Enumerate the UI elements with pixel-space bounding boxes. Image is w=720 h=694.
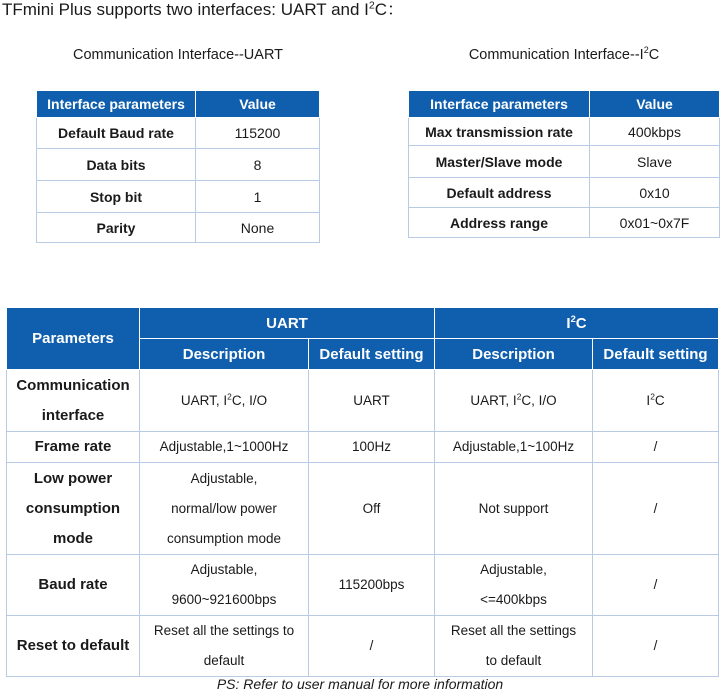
parameter-name [7,555,140,616]
text-line: normal/low power [171,500,277,516]
text-line: default [203,653,245,668]
text-line: Baud rate [38,576,108,593]
i2c-parameters-table [408,90,720,238]
uart-table-caption: Communication Interface--UART [72,47,284,63]
text-line: mode [52,529,93,547]
i2c-table-row [409,178,720,208]
text-line: Adjustable, [480,562,547,577]
uart-description [140,463,309,555]
comparison-row [7,463,719,555]
i2c-param-value: 0x10 [590,178,720,208]
uart-param-value: 8 [196,149,320,181]
i2c-default-setting: / [593,555,719,616]
uart-param-name: Default Baud rate [37,118,196,149]
comparison-row [7,616,719,677]
text-line: Low power [33,469,113,487]
text-part: UART, I [470,392,517,408]
i2c-param-value: 400kbps [590,118,720,146]
text-line: Frame rate [34,438,112,455]
text-line: interface [41,406,105,424]
uart-description [140,370,309,432]
superscript: 2 [516,391,522,401]
comparison-row [7,370,719,432]
text-part: C, I/O [521,392,557,408]
uart-param-name: Parity [37,213,196,243]
parameter-name [7,463,140,555]
uart-default-setting: UART [309,370,435,432]
uart-header-value: Value [196,91,320,118]
text-line: <=400kbps [480,592,547,607]
i2c-description [435,616,593,677]
uart-description [140,432,309,463]
i2c-param-name: Master/Slave mode [409,146,590,178]
text-line: Reset to default [16,637,130,654]
i2c-table-row [409,208,720,238]
text-line: Not support [478,500,549,516]
superscript: 2 [650,391,655,401]
text-line: Reset all the settings to [153,623,295,638]
text-part: C, I/O [231,392,268,408]
uart-param-value: 1 [196,181,320,213]
i2c-param-name: Address range [409,208,590,238]
i2c-table-row [409,118,720,146]
comparison-row [7,432,719,463]
parameter-name [7,432,140,463]
text-part: UART, I [180,392,228,408]
parameters-header: Parameters [7,308,140,370]
i2c-param-value: Slave [590,146,720,178]
superscript: 2 [227,391,232,401]
i2c-table-row [409,146,720,178]
text-line: Communication [16,376,130,394]
uart-table-row [37,181,320,213]
uart-group-header: UART [140,308,435,339]
text-part: I [646,392,651,408]
uart-parameters-table [36,90,320,243]
text-line: consumption mode [166,530,282,546]
parameter-name [7,616,140,677]
text-line: Reset all the settings [450,623,577,638]
i2c-description [435,463,593,555]
text-part: C [654,392,665,408]
text-line: Adjustable, [190,562,258,577]
comparison-row [7,555,719,616]
uart-header-parameter: Interface parameters [37,91,196,118]
uart-table-row [37,118,320,149]
uart-description [140,555,309,616]
uart-param-value: None [196,213,320,243]
text-line: 9600~921600bps [171,592,277,607]
parameter-name [7,370,140,432]
uart-description-header: Description [140,339,309,370]
uart-table-row [37,213,320,243]
text-line: Adjustable,1~1000Hz [159,439,289,454]
i2c-description [435,432,593,463]
i2c-default-setting: / [593,616,719,677]
uart-param-value: 115200 [196,118,320,149]
uart-table-row [37,149,320,181]
i2c-header-value: Value [590,91,720,118]
uart-default-setting: / [309,616,435,677]
intro-text: TFmini Plus supports two interfaces: UART and $I^2C$： [2,0,405,19]
i2c-description-header: Description [435,339,593,370]
text-line: consumption [25,499,121,517]
i2c-table-caption: Communication Interface-$-I^2C$ [468,45,660,63]
uart-description [140,616,309,677]
i2c-default-setting [593,370,719,432]
uart-default-header: Default setting [309,339,435,370]
i2c-param-name: Max transmission rate [409,118,590,146]
text-line: Adjustable, [190,470,258,486]
i2c-param-value: 0x01~0x7F [590,208,720,238]
uart-default-setting: 115200bps [309,555,435,616]
uart-default-setting: Off [309,463,435,555]
i2c-param-name: Default address [409,178,590,208]
interface-comparison-table [6,307,719,677]
uart-param-name: Data bits [37,149,196,181]
i2c-default-setting: / [593,432,719,463]
i2c-description [435,370,593,432]
text-line: Adjustable,1~100Hz [452,439,575,454]
i2c-header-parameter: Interface parameters [409,91,590,118]
uart-param-name: Stop bit [37,181,196,213]
text-line: to default [485,653,542,668]
i2c-default-setting: / [593,463,719,555]
uart-default-setting: 100Hz [309,432,435,463]
i2c-description [435,555,593,616]
i2c-default-header: Default setting [593,339,719,370]
footnote: PS: Refer to user manual for more information [216,676,504,692]
i2c-group-header: $I^2C$ [435,308,719,339]
